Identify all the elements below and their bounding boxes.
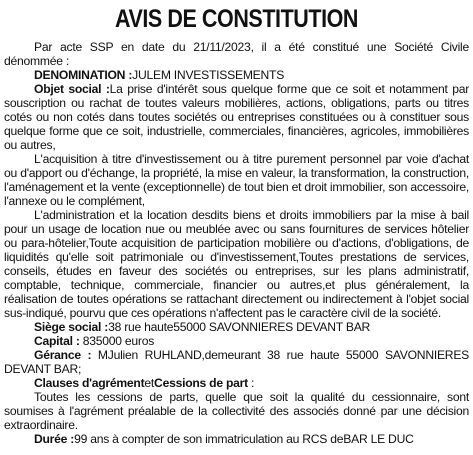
capital-label: Capital : xyxy=(34,334,80,348)
clauses-label-mid: et xyxy=(144,376,155,390)
duree-line xyxy=(4,432,469,446)
notice-title: AVIS DE CONSTITUTION xyxy=(114,5,359,33)
denomination-value: JULEM INVESTISSEMENTS xyxy=(132,68,285,82)
objet-paragraph-2: L'acquisition à titre d'investissement ou à titre purement personnel par voie d'achat ou d'apport ou d'échange, la propriété, la mise en valeur, la transformation, la construction, l'aménagement et la vente (exceptionnelle) de tout bien et droit immobilier, son accessoire, l'annexe ou le complément, xyxy=(4,152,469,208)
clauses-label-b: Cessions de part xyxy=(154,376,248,390)
capital-value: 835000 euros xyxy=(82,334,155,348)
legal-notice xyxy=(4,0,469,446)
objet-paragraph-1 xyxy=(4,82,469,152)
clauses-paragraph: Toutes les cessions de parts, quelle que soit la qualité du cessionnaire, sont soumises à l'agrément préalable de la collectivité des associés donné par une décision extraordinaire. xyxy=(4,390,469,432)
gerance-value: MJulien RUHLAND,demeurant 38 rue haute 55000 SAVONNIERES DEVANT BAR; xyxy=(4,348,470,376)
clauses-label-a: Clauses d'agrément xyxy=(34,376,145,390)
objet-paragraph-3: L'administration et la location desdits biens et droits immobiliers par la mise à bail pour un usage de location nue ou meublée avec ou sans fournitures de services hôtelier ou para-hôtelier,Toute acquisition de participation mobilière ou d'actions, d'obligations, de liquidités qu'elle soit patrimoniale ou d'investissement,Toutes prestations de services, conseils, études en faveur des sociétés ou entreprises, sur les plans administratif, comptable, technique, commerciale, financier ou autres,et plus généralement, la réalisation de toutes opérations se rattachant directement ou indirectement à l'objet social sus-indiqué, pourvu que ces opérations n'affectent pas le caractère civil de la société. xyxy=(4,208,469,320)
siege-line xyxy=(4,320,469,334)
siege-label: Siège social : xyxy=(34,320,109,334)
gerance-label: Gérance : xyxy=(34,348,92,362)
duree-value: 99 ans à compter de son immatriculation au RCS deBAR LE DUC xyxy=(74,432,414,446)
clauses-colon: : xyxy=(247,376,255,390)
denomination-line xyxy=(4,68,469,82)
objet-label: Objet social : xyxy=(34,82,110,96)
intro-paragraph: Par acte SSP en date du 21/11/2023, il a été constitué une Société Civile dénommée : xyxy=(4,40,469,68)
denomination-label: DENOMINATION : xyxy=(34,68,133,82)
siege-value: 38 rue haute55000 SAVONNIERES DEVANT BAR xyxy=(108,320,371,334)
capital-line xyxy=(4,334,469,348)
objet-text-1: La prise d'intérêt sous quelque forme que ce soit et notamment par souscription ou rachat de toutes valeurs mobilières, actions, obligations, parts ou titres cotés ou non cotés dans toutes sociétés ou entreprises constituées ou à constituer sous quelque forme que ce soit, industrielle, commerciales, financières, agricoles, immobilières ou autres, xyxy=(4,82,469,152)
clauses-heading xyxy=(4,376,469,390)
gerance-line xyxy=(4,348,469,376)
duree-label: Durée : xyxy=(34,432,75,446)
notice-body xyxy=(4,40,469,446)
